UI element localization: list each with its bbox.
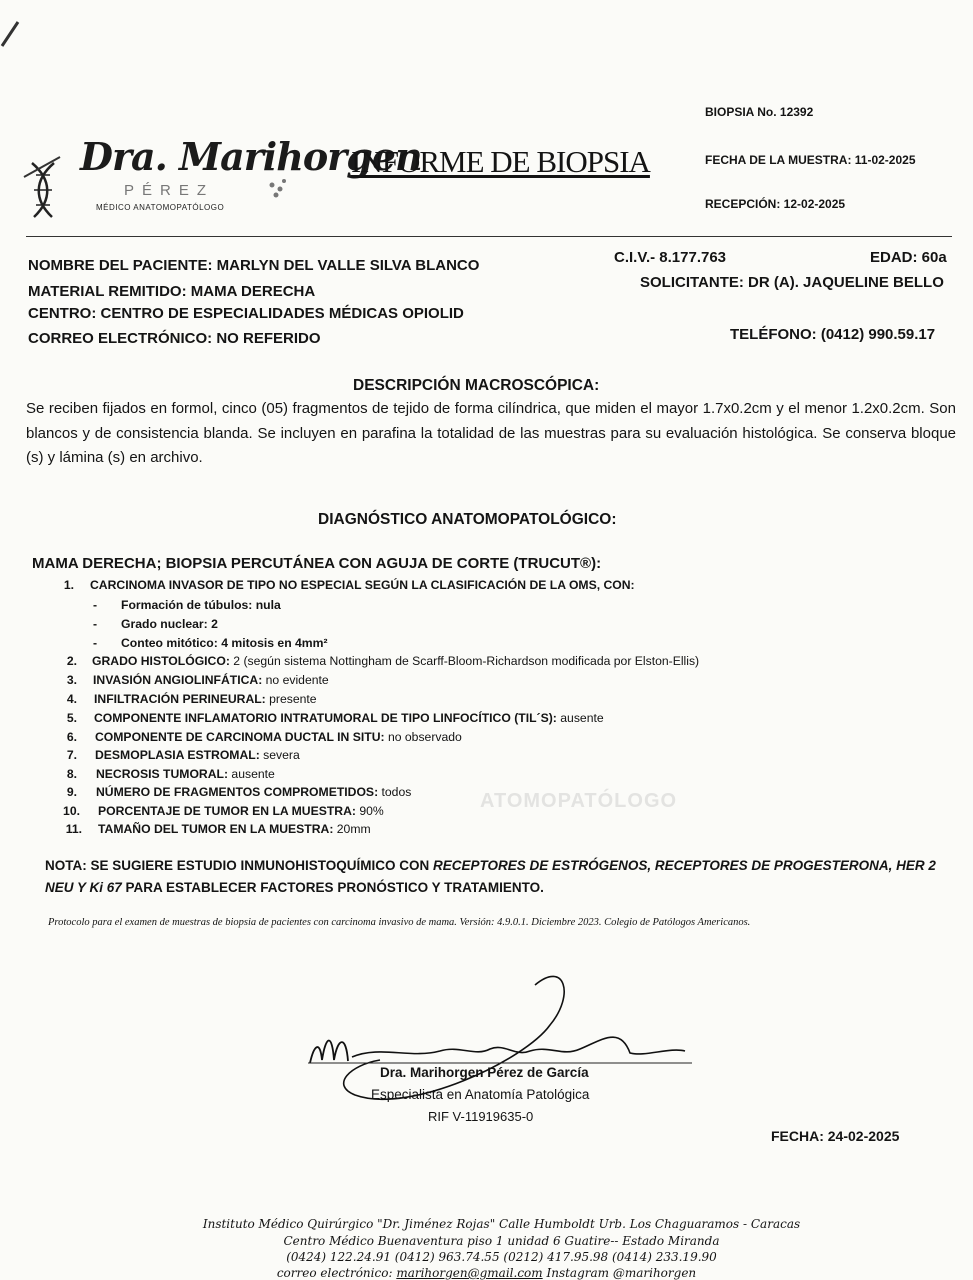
footer-address-1: Instituto Médico Quirúrgico "Dr. Jiménez Rojas" Calle Humboldt Urb. Los Chaguaramos - Caracas: [202, 1217, 801, 1231]
macro-text: Se reciben fijados en formol, cinco (05) fragmentos de tejido de forma cilíndrica, que miden el mayor 1.7x0.2cm y el menor 1.2x0.2cm. Son blancos y de consistencia blanda. Se incluyen en parafina la totalidad de las muestras para su evaluación histológica. Se conserva bloque (s) y lámina (s) en archivo.: [26, 400, 956, 466]
diagnosis-item-label: INFILTRACIÓN PERINEURAL:: [94, 692, 266, 706]
bullet-dash-icon: -: [93, 617, 98, 631]
diagnosis-item-value: ausente: [228, 767, 275, 781]
patient-age: EDAD: 60a: [870, 249, 947, 266]
logo-name: Dra. Marihorgen: [80, 134, 422, 179]
diagnosis-item-label: TAMAÑO DEL TUMOR EN LA MUESTRA:: [98, 822, 334, 836]
footer-contact: [0, 1266, 973, 1280]
diagnosis-item-text: [95, 730, 462, 744]
protocol-reference: Protocolo para el examen de muestras de biopsia de pacientes con carcinoma invasivo de mama. Versión: 4.9.0.1. Diciembre 2023. Colegio de Patólogos Americanos.: [48, 917, 751, 928]
diagnosis-subitem: [93, 617, 218, 631]
diagnosis-item-number: 7.: [66, 748, 77, 762]
patient-name: NOMBRE DEL PACIENTE: MARLYN DEL VALLE SILVA BLANCO: [28, 257, 480, 274]
signer-name: Dra. Marihorgen Pérez de García: [380, 1065, 589, 1080]
diagnosis-item-text: [94, 692, 317, 706]
document-title: INFORME DE BIOPSIA: [351, 144, 650, 179]
diagnosis-heading: MAMA DERECHA; BIOPSIA PERCUTÁNEA CON AGUJA DE CORTE (TRUCUT®):: [32, 555, 602, 572]
diagnosis-item-label: GRADO HISTOLÓGICO:: [92, 654, 230, 668]
diagnosis-item-text: [95, 748, 300, 762]
diagnosis-item-value: no observado: [384, 730, 462, 744]
diagnosis-item-text: [96, 785, 411, 799]
diagnosis-item-number: 8.: [66, 767, 77, 781]
footer-email-link[interactable]: marihorgen@gmail.com: [396, 1266, 543, 1280]
signer-title: Especialista en Anatomía Patológica: [371, 1087, 590, 1102]
diagnosis-item-number: 5.: [66, 711, 77, 725]
corner-pen-mark: [0, 18, 22, 48]
diagnosis-item-value: severa: [259, 748, 300, 762]
diagnosis-item-label: COMPONENTE INFLAMATORIO INTRATUMORAL DE TIPO LINFOCÍTICO (TIL´S):: [94, 711, 557, 725]
diagnosis-item-text: [94, 711, 604, 725]
diagnosis-item-number: 3.: [66, 673, 77, 687]
diagnosis-item-value: ausente: [556, 711, 604, 725]
patient-civ: C.I.V.- 8.177.763: [614, 249, 727, 266]
diagnosis-subitem-text: Grado nuclear: 2: [121, 617, 218, 631]
footer-instagram: Instagram @marihorgen: [542, 1266, 697, 1280]
diagnosis-item-number: 11.: [65, 822, 82, 836]
logo-subtitle: MÉDICO ANATOMOPATÓLOGO: [96, 203, 225, 212]
requester: SOLICITANTE: DR (A). JAQUELINE BELLO: [640, 274, 944, 291]
diagnosis-item-value: 90%: [355, 804, 384, 818]
signer-rif: RIF V-11919635-0: [428, 1109, 534, 1124]
diagnosis-item-value: presente: [265, 692, 317, 706]
header-divider: [26, 236, 952, 237]
footer-phones: (0424) 122.24.91 (0412) 963.74.55 (0212) 417.95.98 (0414) 233.19.90: [286, 1250, 717, 1264]
diagnosis-subitem: [93, 598, 281, 612]
diagnosis-item-number: 1.: [63, 578, 74, 592]
diagnosis-subitem-text: Formación de túbulos: nula: [121, 598, 281, 612]
material-sent: MATERIAL REMITIDO: MAMA DERECHA: [28, 283, 316, 300]
note-prefix: NOTA: SE SUGIERE ESTUDIO INMUNOHISTOQUÍMICO CON: [45, 858, 434, 873]
diagnosis-item-text: [96, 767, 275, 781]
center: CENTRO: CENTRO DE ESPECIALIDADES MÉDICAS OPIOLID: [28, 305, 464, 322]
note-suffix: PARA ESTABLECER FACTORES PRONÓSTICO Y TRATAMIENTO.: [121, 880, 544, 895]
bullet-dash-icon: -: [93, 598, 98, 612]
bullet-dash-icon: -: [93, 636, 98, 650]
diagnosis-item-number: 4.: [66, 692, 77, 706]
note-italic: RECEPTORES DE ESTRÓGENOS, RECEPTORES DE PROGESTERONA, HER 2 NEU Y Ki 67: [45, 858, 936, 895]
diagnosis-item-value: 2 (según sistema Nottingham de Scarff-Bloom-Richardson modificada por Elston-Ellis): [229, 654, 700, 668]
diagnosis-item-label: PORCENTAJE DE TUMOR EN LA MUESTRA:: [98, 804, 356, 818]
diagnosis-item-number: 6.: [66, 730, 77, 744]
biopsy-number: BIOPSIA No. 12392: [705, 105, 814, 119]
report-date: FECHA: 24-02-2025: [771, 1128, 900, 1144]
reception-date: RECEPCIÓN: 12-02-2025: [705, 197, 846, 211]
diagnosis-item-label: INVASIÓN ANGIOLINFÁTICA:: [93, 673, 263, 687]
diagnosis-item-text: [92, 654, 699, 668]
diagnosis-item-label: NECROSIS TUMORAL:: [96, 767, 229, 781]
diagnosis-item-text: [98, 822, 371, 836]
diagnosis-item-value: no evidente: [262, 673, 329, 687]
diagnosis-title: DIAGNÓSTICO ANATOMOPATOLÓGICO:: [318, 511, 617, 528]
diagnosis-item-label: CARCINOMA INVASOR DE TIPO NO ESPECIAL SEGÚN LA CLASIFICACIÓN DE LA OMS, CON:: [90, 578, 635, 592]
diagnosis-item-text: [93, 673, 329, 687]
diagnosis-item-label: DESMOPLASIA ESTROMAL:: [95, 748, 260, 762]
footer-email-label: correo electrónico:: [276, 1266, 397, 1280]
note: [45, 855, 945, 899]
patient-phone: TELÉFONO: (0412) 990.59.17: [730, 326, 936, 343]
diagnosis-item-value: 20mm: [333, 822, 371, 836]
watermark: ATOMOPATÓLOGO: [480, 790, 678, 812]
diagnosis-item-number: 9.: [66, 785, 77, 799]
macro-title: DESCRIPCIÓN MACROSCÓPICA:: [353, 377, 600, 394]
diagnosis-item-number: 10.: [63, 804, 80, 818]
footer-address-2: Centro Médico Buenaventura piso 1 unidad 6 Guatire-- Estado Miranda: [283, 1234, 720, 1248]
diagnosis-item-number: 2.: [66, 654, 77, 668]
logo-surname: PÉREZ: [124, 182, 215, 199]
patient-email: CORREO ELECTRÓNICO: NO REFERIDO: [28, 330, 321, 347]
diagnosis-item-value: todos: [378, 785, 412, 799]
diagnosis-subitem-text: Conteo mitótico: 4 mitosis en 4mm²: [121, 636, 328, 650]
diagnosis-item-text: [90, 578, 635, 592]
diagnosis-item-label: NÚMERO DE FRAGMENTOS COMPROMETIDOS:: [96, 785, 379, 799]
diagnosis-item-text: [98, 804, 384, 818]
sample-date: FECHA DE LA MUESTRA: 11-02-2025: [705, 153, 916, 167]
diagnosis-subitem: [93, 636, 328, 650]
diagnosis-item-label: COMPONENTE DE CARCINOMA DUCTAL IN SITU:: [95, 730, 385, 744]
